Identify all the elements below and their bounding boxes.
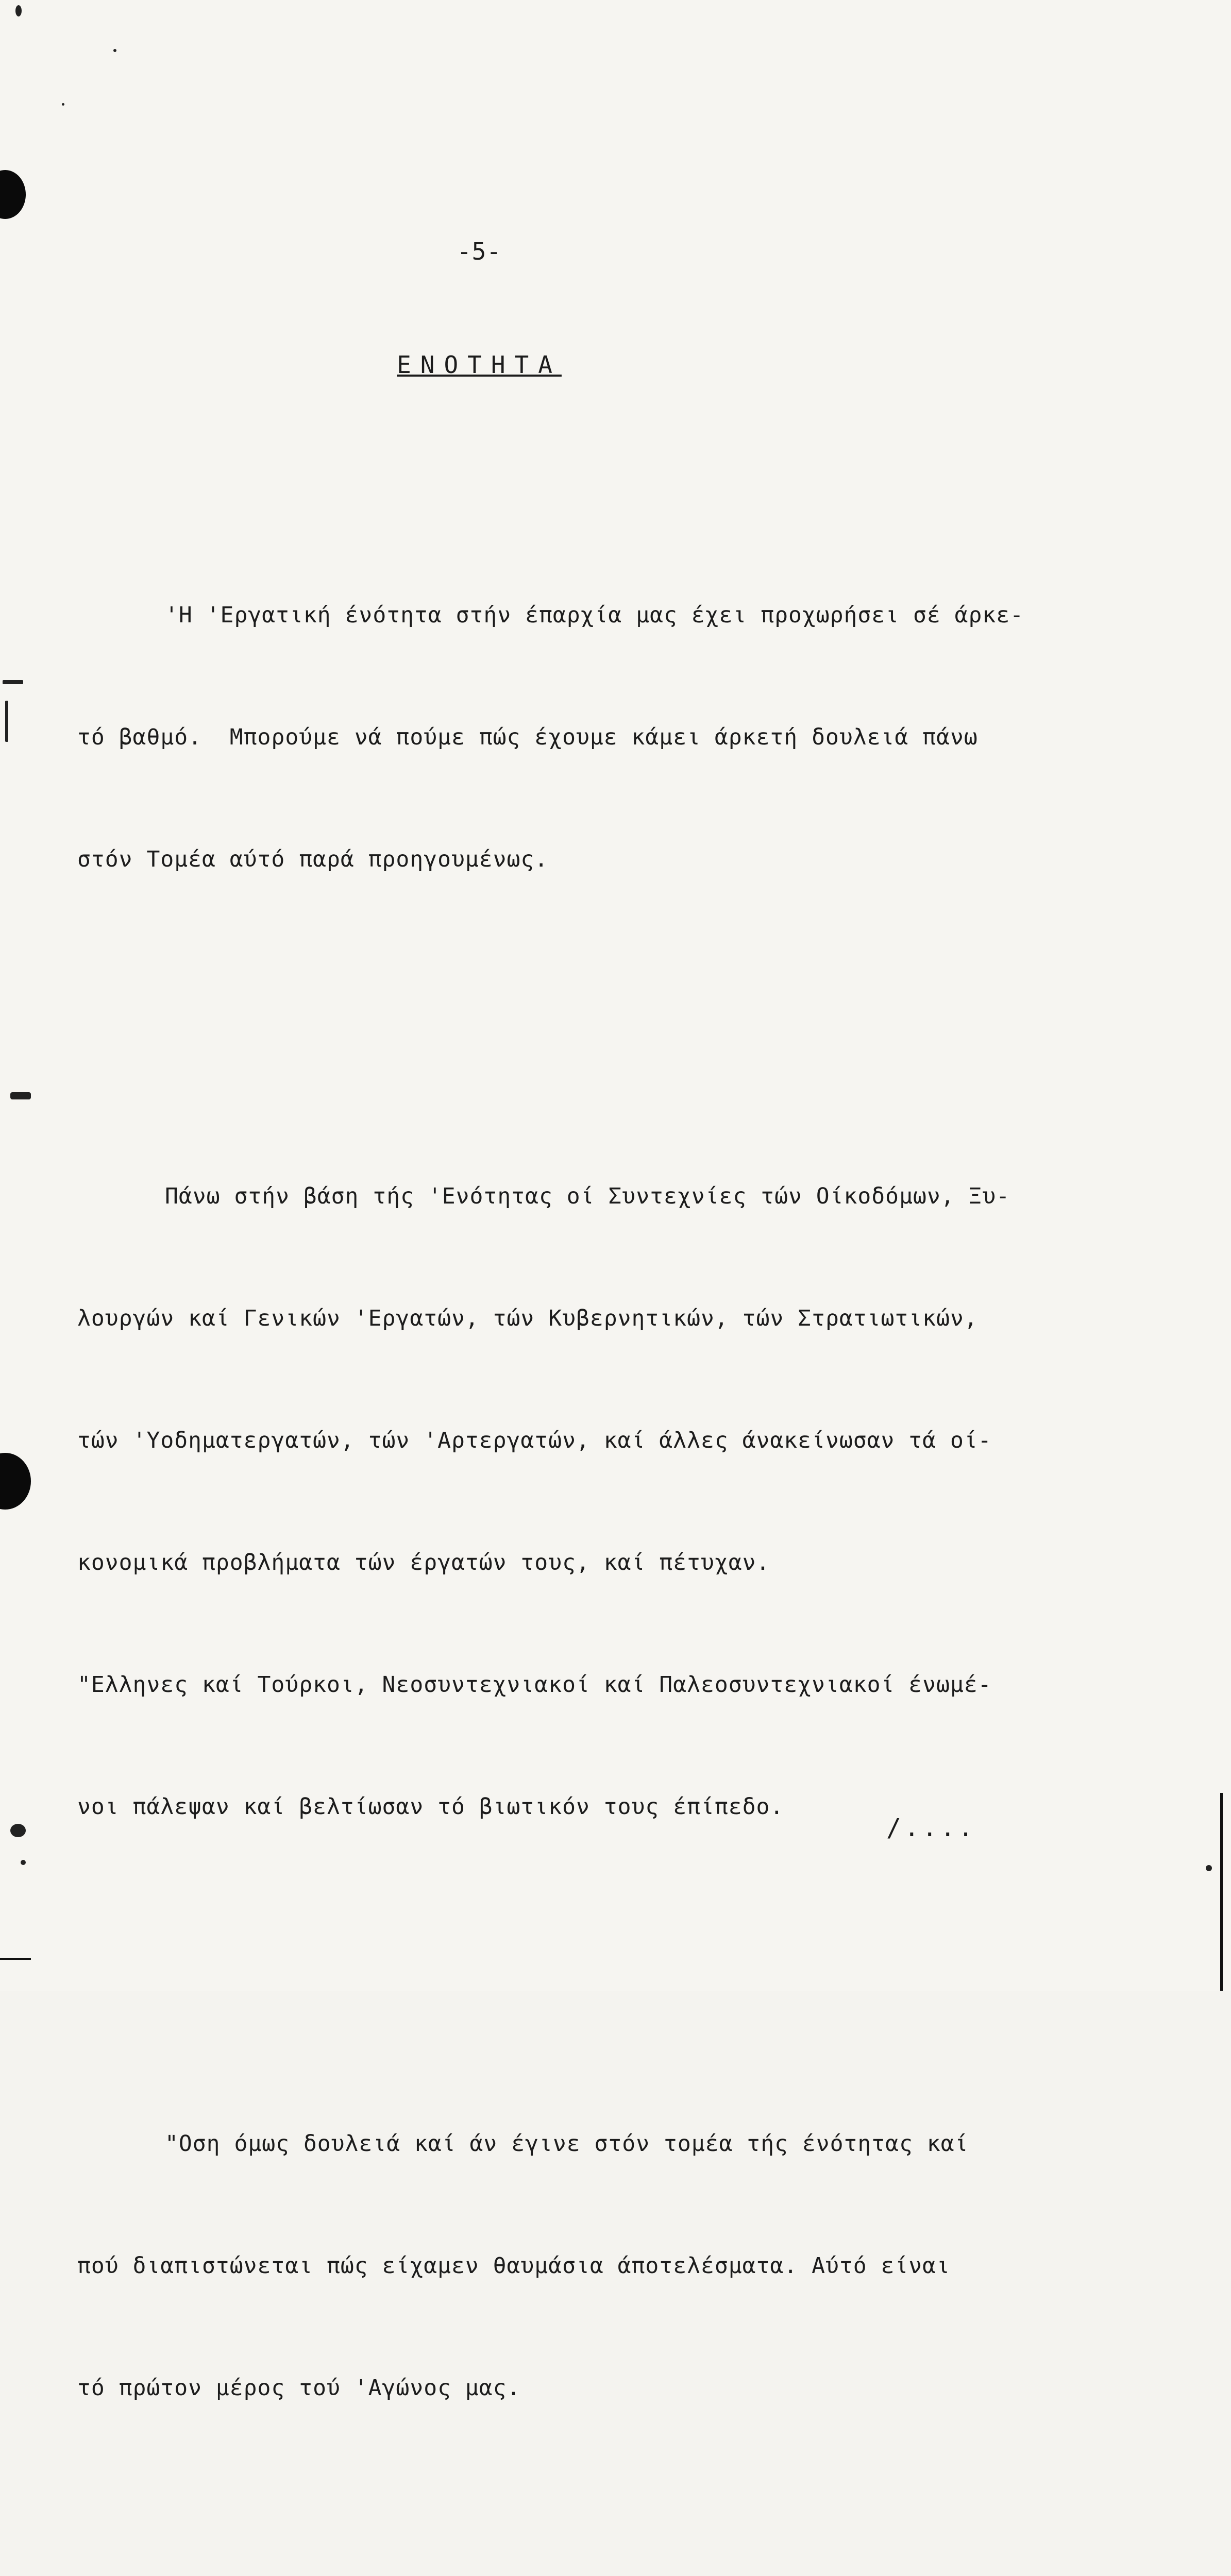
text-line: στόν Τομέα αύτό παρά προηγουμένως. bbox=[77, 846, 549, 872]
text-line: "Ελληνες καί Τούρκοι, Νεοσυντεχνιακοί καί Παλεοσυντεχνιακοί ένωμέ- bbox=[77, 1672, 992, 1698]
paragraph bbox=[77, 1095, 1185, 1909]
text-line: νοι πάλεψαν καί βελτίωσαν τό βιωτικόν τους έπίπεδο. bbox=[77, 1794, 784, 1820]
punch-hole-top bbox=[0, 170, 26, 219]
scan-speck bbox=[10, 1092, 31, 1099]
scan-speck bbox=[3, 680, 23, 684]
scan-speck bbox=[1206, 1865, 1212, 1871]
text-line: 'Η 'Εργατική ένότητα στήν έπαρχία μας έχει προχωρήσει σέ άρκε- bbox=[165, 602, 1024, 628]
continuation-mark: /.... bbox=[886, 1814, 976, 1842]
text-line: κονομικά προβλήματα τών έργατών τους, καί πέτυχαν. bbox=[77, 1550, 770, 1575]
text-line: τό βαθμό. Μπορούμε νά πούμε πώς έχουμε κάμει άρκετή δουλειά πάνω bbox=[77, 724, 978, 750]
scan-speck bbox=[113, 49, 116, 52]
scan-speck bbox=[5, 701, 8, 742]
document-heading: ΕΝΟΤΗΤΑ bbox=[397, 351, 562, 379]
page-number: -5- bbox=[457, 238, 502, 265]
scan-edge bbox=[1220, 1793, 1223, 1991]
scan-speck bbox=[15, 5, 22, 16]
scan-speck bbox=[62, 103, 64, 106]
typed-body bbox=[77, 155, 1185, 2576]
text-line: τών 'Υοδηματεργατών, τών 'Αρτεργατών, καί άλλες άνακείνωσαν τά οί- bbox=[77, 1428, 992, 1453]
text-line: πού διαπιστώνεται πώς είχαμεν θαυμάσια άποτελέσματα. Αύτό είναι bbox=[77, 2253, 950, 2279]
paragraph bbox=[77, 514, 1185, 961]
punch-hole-bottom bbox=[0, 1453, 31, 1510]
text-line: λουργών καί Γενικών 'Εργατών, τών Κυβερνητικών, τών Στρατιωτικών, bbox=[77, 1306, 978, 1331]
text-line: τό πρώτον μέρος τού 'Αγώνος μας. bbox=[77, 2375, 521, 2401]
scan-edge bbox=[0, 1958, 31, 1960]
scan-speck bbox=[10, 1824, 26, 1837]
text-line: Πάνω στήν βάση τής 'Ενότητας οί Συντεχνίες τών Οίκοδόμων, Ξυ- bbox=[165, 1183, 1010, 1209]
text-line: "Οση όμως δουλειά καί άν έγινε στόν τομέα τής ένότητας καί bbox=[165, 2131, 969, 2157]
scan-speck bbox=[21, 1860, 26, 1865]
paragraph bbox=[77, 2042, 1185, 2490]
